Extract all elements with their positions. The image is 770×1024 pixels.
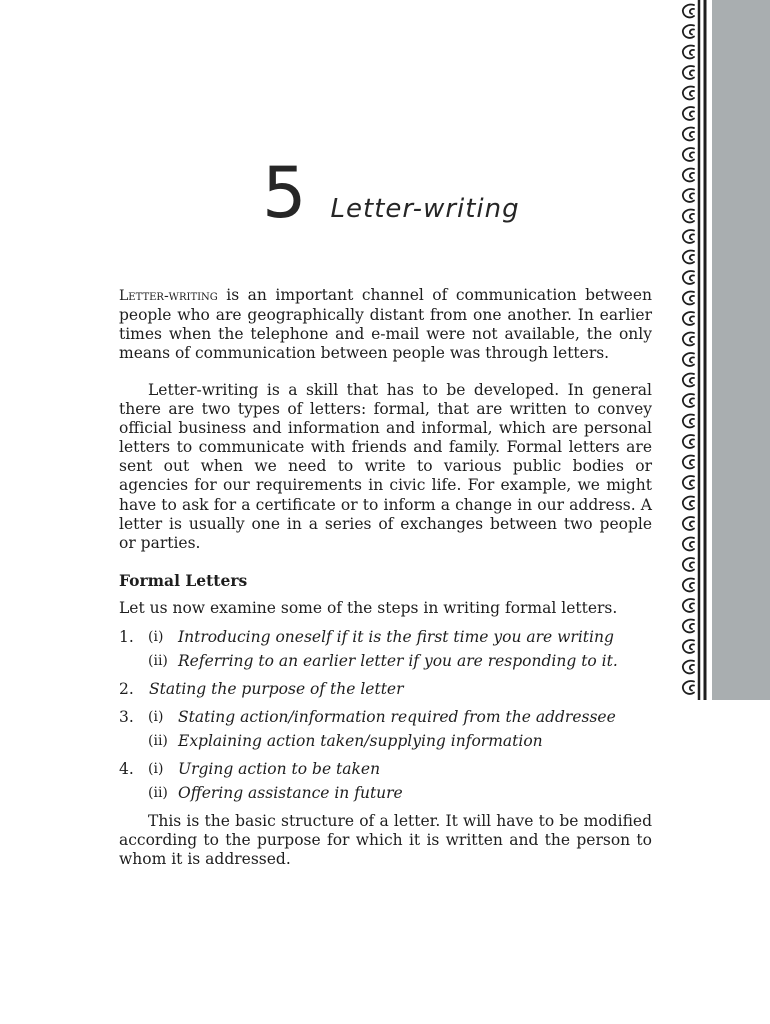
step-sub-label: (i) bbox=[148, 629, 164, 645]
step-sub-label: (ii) bbox=[148, 653, 168, 669]
step-sub-label: (ii) bbox=[148, 785, 168, 801]
step-text: Introducing oneself if it is the first time you are writing bbox=[178, 628, 614, 646]
steps-lead: Let us now examine some of the steps in writing formal letters. bbox=[119, 599, 618, 617]
side-band bbox=[712, 0, 770, 700]
step-sub-label: (i) bbox=[148, 709, 164, 725]
intro-paragraph-2-text: Letter-writing is a skill that has to be developed. In general there are two types of letters: formal, that are written to convey official business and information and informal, which are personal letters to communicate with friends and family. Formal letters are sent out when we need to write to various public bodies or agencies for our requirements in civic life. For example, we might have to ask for a certificate or to inform a change in our address. A letter is usually one in a series of exchanges between two people or parties. bbox=[119, 381, 652, 552]
step-text: Stating the purpose of the letter bbox=[149, 680, 404, 698]
section-heading: Formal Letters bbox=[119, 571, 248, 590]
step-text: Referring to an earlier letter if you are responding to it. bbox=[178, 652, 618, 670]
step-number: 2. bbox=[119, 680, 134, 698]
decorative-border-pattern bbox=[679, 0, 711, 700]
closing-paragraph-text: This is the basic structure of a letter. It will have to be modified according to the purpose for which it is written and the person to whom it is addressed. bbox=[119, 812, 652, 869]
closing-paragraph bbox=[119, 812, 652, 869]
step-number: 1. bbox=[119, 628, 134, 646]
step-number: 4. bbox=[119, 760, 134, 778]
step-sub-label: (ii) bbox=[148, 733, 168, 749]
step-text: Stating action/information required from the addressee bbox=[178, 708, 616, 726]
decorative-border bbox=[679, 0, 711, 700]
intro-lead-smallcaps: Letter-writing bbox=[119, 288, 218, 304]
intro-paragraph-1 bbox=[119, 286, 652, 363]
step-text: Explaining action taken/supplying information bbox=[178, 732, 543, 750]
step-number: 3. bbox=[119, 708, 134, 726]
step-text: Urging action to be taken bbox=[178, 760, 381, 778]
intro-paragraph-2 bbox=[119, 381, 652, 553]
step-text: Offering assistance in future bbox=[178, 784, 403, 802]
step-sub-label: (i) bbox=[148, 761, 164, 777]
chapter-title: Letter-writing bbox=[330, 194, 520, 224]
chapter-number: 5 bbox=[262, 152, 307, 234]
chapter-heading bbox=[262, 152, 520, 238]
intro-paragraph-1-text: is an important channel of communication between people who are geographically distant from one another. In earlier times when the telephone and e-mail were not available, the only means of communication between people was through letters. bbox=[119, 286, 652, 363]
